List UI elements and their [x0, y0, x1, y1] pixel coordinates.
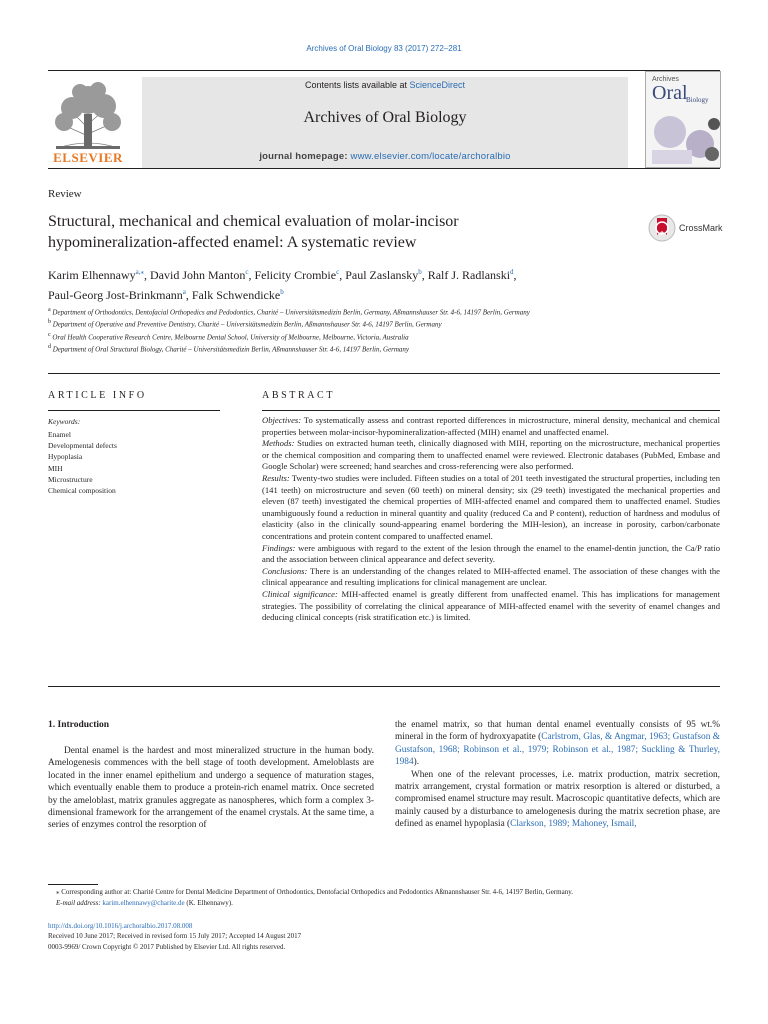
author-separator: , [513, 268, 517, 282]
author-name[interactable]: Felicity Crombie [254, 268, 337, 282]
affiliation-item [48, 330, 628, 342]
cover-title: Oral [652, 82, 688, 104]
author-name[interactable]: Paul Zaslansky [345, 268, 419, 282]
abstract-section-text: There is an understanding of the changes related to MIH-affected enamel. The association of these changes with the clinical appearance and resulting implications for clinical management are unclear. [262, 565, 720, 588]
affiliation-key: a [48, 307, 51, 313]
author-affil[interactable]: c [336, 268, 340, 276]
affiliation-key: d [48, 343, 51, 350]
email-link[interactable]: karim.elhennawy@charite.de [102, 898, 185, 907]
header-bottom-rule [48, 168, 720, 169]
abstract-conclusions [262, 566, 720, 589]
keyword-item: MIH [48, 463, 63, 473]
abstract-section-label: Methods: [262, 438, 295, 449]
journal-homepage [142, 151, 628, 162]
abstract-section-text: Twenty-two studies were included. Fifteen studies on a total of 201 teeth investigated the structural properties, including ten (141 teeth) on microstructure and seven (60 teeth) on mineral density; six (29 teeth) investigated the mechanical properties and eleven (87 teeth) investigated the chemical properties of MIH-affected enamel and compared them to unaffected enamel. Studies unambiguously found a reduction in mineral quantity and quality (reduced Ca and P content), reduction of hardness and modulus of elasticity (also in the clinically sound-appearing enamel bordering the MIH-lesion), an increase in porosity, carbon/carbonate concentrations and protein content compared to unaffected enamel. [262, 472, 720, 541]
author-separator: , [185, 288, 192, 302]
crossmark-badge[interactable] [648, 213, 728, 243]
affiliation-key: c [48, 331, 51, 338]
journal-citation[interactable]: Archives of Oral Biology 83 (2017) 272–281 [306, 44, 462, 53]
info-heading-rule [48, 410, 220, 411]
affiliation-item [48, 317, 628, 329]
author-name[interactable]: Paul-Georg Jost-Brinkmann [48, 288, 183, 302]
email-label: E-mail address: [56, 898, 101, 907]
intro-right-text: When one of the relevant processes, i.e. matrix production, matrix secretion, matrix arrangement, crystal formation or matrix resorption is altered or disturbed, a compromised enamel structure may result. Macroscopic quantitative defects, which are mainly caused by a disturbance to amelogenesis during the matrix secretion phase, are defined as enamel hypoplasia ( [395, 769, 720, 830]
header-top-rule [48, 70, 720, 71]
footnotes [56, 887, 720, 908]
article-title-line1: Structural, mechanical and chemical evaluation of molar-incisor [48, 213, 459, 230]
abstract-section-label: Findings: [262, 542, 296, 553]
abstract-methods [262, 438, 720, 473]
author-name[interactable]: David John Manton [150, 268, 246, 282]
abstract-findings [262, 543, 720, 566]
abstract-heading: ABSTRACT [262, 390, 336, 401]
contents-prefix: Contents lists available at [304, 80, 410, 90]
abstract-section-label: Clinical significance: [262, 588, 338, 599]
crossmark-label: CrossMark [679, 223, 723, 233]
intro-right-column [395, 719, 720, 831]
author-list [48, 264, 668, 304]
intro-left-column: Dental enamel is the hardest and most mineralized structure in the human body. Amelogenesis commences with the bell stage of tooth development. Ameloblasts are located in the inner enamel epithelium and undergo a sequence of maturation stages, which eventually enable them to produce a protein-rich enamel matrix. Once secreted by the ameloblast, matrix granules aggregate as nanospheres, which form a complex 3-dimensional framework for the arrangement of the enamel crystals. At the same time, a series of enzymes control the resorption of [48, 746, 374, 831]
affiliation-list [48, 305, 628, 354]
affiliation-text: Department of Orthodontics, Dentofacial Orthopedics and Pedodontics, Charité – Universitätsmedizin Berlin, Germany, Aßmannshauser Str. 4-6, 14197 Berlin, Germany [52, 308, 530, 317]
abstract-section-text: MIH-affected enamel is greatly different from unaffected enamel. This has implications for management strategies. The possibility of correlating the clinical appearance of MIH-affected enamel with the severity of enamel changes and deducing clinical concepts (risk stratification etc.) is limited. [262, 588, 720, 623]
keyword-item: Enamel [48, 430, 71, 439]
keywords-list [48, 429, 117, 496]
article-type: Review [48, 188, 82, 200]
abstract-objectives [262, 415, 720, 438]
abstract-results [262, 473, 720, 543]
keyword-item: Developmental defects [48, 441, 117, 451]
intro-right-text-end: ). [413, 757, 420, 768]
publisher-name: ELSEVIER [53, 150, 123, 165]
keyword-item: Microstructure [48, 474, 93, 484]
author-affil[interactable]: c [245, 268, 249, 276]
author-name[interactable]: Karim Elhennawy [48, 268, 136, 282]
author-affil[interactable]: d [510, 268, 514, 276]
author-affil[interactable]: a [182, 288, 186, 296]
homepage-label: journal homepage: [259, 151, 351, 162]
abstract-section-text: To systematically assess and contrast reported differences in microstructure, mineral density, mechanical and chemical properties between molar-incisor-hypomineralization-affected (MIH) enamel and unaffected enamel. [262, 415, 720, 437]
doi-block [48, 921, 301, 952]
received-dates: Received 10 June 2017; Received in revised form 15 July 2017; Accepted 14 August 2017 [48, 932, 302, 941]
abstract-section-label: Objectives: [262, 415, 302, 425]
cover-subtitle: Biology [686, 96, 709, 104]
contents-availability [142, 80, 628, 90]
corresponding-author-note: ⁎ Corresponding author at: Charité Centre for Dental Medicine Department of Orthodontics, Dentofacial Orthopedics and Pedodontics Aßmannshauser Str. 4-6, 14197 Berlin, Germany. [56, 888, 574, 896]
author-separator: , [144, 268, 150, 282]
reference-links[interactable]: Carlstrom, Glas, & Angmar, 1963; Gustafson & Gustafson, 1968; Robinson et al., 1979; Robinson et al., 1987; Suckling & Thurley, 1984 [395, 732, 721, 768]
article-info-heading: ARTICLE INFO [48, 390, 147, 401]
affiliation-text: Department of Operative and Preventive Dentistry, Charité – Universitätsmedizin Berlin, Aßmannshauser Str. 4-6, 14197 Berlin, Germany [52, 320, 442, 329]
abstract-heading-rule [262, 410, 720, 411]
homepage-link[interactable]: www.elsevier.com/locate/archoralbio [350, 151, 511, 162]
affiliation-item [48, 342, 628, 354]
author-separator: , [421, 268, 428, 282]
intro-right-paragraph [395, 769, 720, 831]
cover-art-icon [648, 110, 720, 166]
author-affil[interactable]: b [418, 268, 422, 276]
email-note [56, 898, 720, 909]
keywords-label: Keywords: [48, 417, 81, 426]
article-title [48, 211, 608, 253]
sciencedirect-link[interactable]: ScienceDirect [409, 80, 466, 90]
affiliation-text: Department of Oral Structural Biology, Charité – Universitätsmedizin Berlin, Aßmannshauser Str. 4-6, 14197 Berlin, Germany [52, 345, 410, 354]
author-separator: , [248, 268, 255, 282]
affiliation-item [48, 305, 628, 317]
author-affil[interactable]: b [280, 288, 284, 296]
author-affil[interactable]: a,⁎ [135, 268, 144, 276]
abstract-section-text: were ambiguous with regard to the extent of the lesion through the enamel to the enamel-dentin junction, the Ca/P ratio and the association between clinical appearance and defect severity. [262, 542, 720, 565]
intro-right-text: the enamel matrix, so that human dental enamel eventually consists of 95 wt.% mineral in the form of hydroxyapatite ( [395, 720, 720, 743]
abstract-bottom-rule [48, 686, 720, 687]
introduction-heading: 1. Introduction [48, 720, 110, 730]
keyword-item: Chemical composition [48, 486, 116, 496]
affiliation-key: b [48, 319, 51, 326]
abstract-body [262, 415, 720, 624]
copyright-line: 0003-9969/ Crown Copyright © 2017 Published by Elsevier Ltd. All rights reserved. [48, 942, 286, 951]
abstract-section-label: Conclusions: [262, 565, 308, 576]
footnote-rule [48, 884, 98, 885]
author-name[interactable]: Falk Schwendicke [191, 288, 281, 302]
keyword-item: Hypoplasia [48, 452, 83, 462]
crossmark-icon [648, 213, 676, 243]
author-separator: , [339, 268, 346, 282]
journal-cover-thumbnail[interactable]: Archives Oral Biology [645, 71, 721, 168]
reference-links[interactable]: Clarkson, 1989; Mahoney, Ismail, [510, 819, 637, 830]
abstract-section-text: Studies on extracted human teeth, clinically diagnosed with MIH, reporting on the microstructure, mechanical properties or the chemical composition and comparing them to unaffected enamel were reviewed. Electronic databases (PubMed, Embase and Google Scholar) were screened; hand searches and cross-referencing were also performed. [262, 438, 720, 472]
author-name[interactable]: Ralf J. Radlanski [427, 268, 511, 282]
doi-link[interactable]: http://dx.doi.org/10.1016/j.archoralbio.2017.08.008 [48, 922, 193, 930]
affiliation-text: Oral Health Cooperative Research Centre, Melbourne Dental School, University of Melbourne, Melbourne, Victoria, Australia [52, 332, 409, 341]
journal-title: Archives of Oral Biology [303, 109, 467, 126]
abstract-clinical-significance [262, 589, 720, 624]
info-top-rule [48, 373, 720, 374]
email-suffix: (K. Elhennawy). [184, 898, 233, 907]
article-title-line2: hypomineralization-affected enamel: A systematic review [48, 234, 417, 251]
abstract-section-label: Results: [262, 472, 290, 483]
